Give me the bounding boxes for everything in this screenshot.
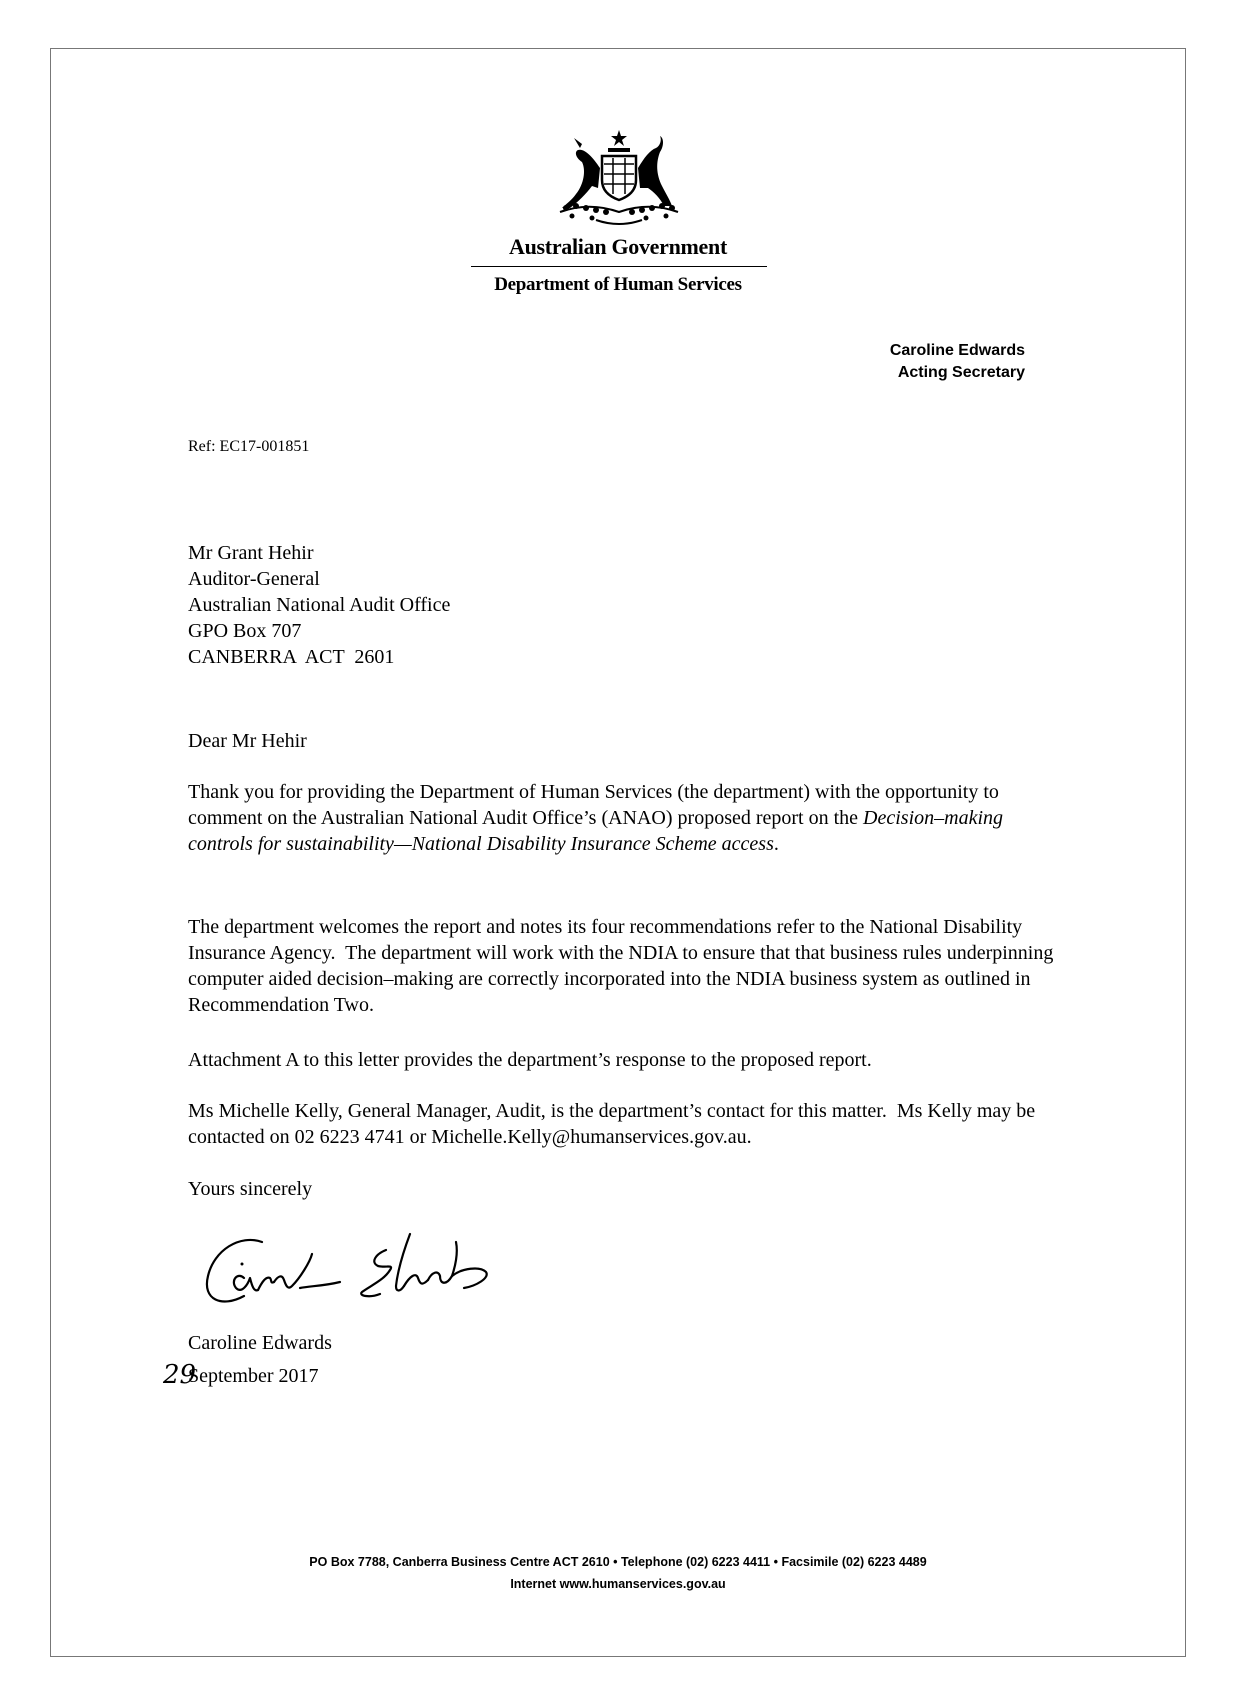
addressee-organisation: Australian National Audit Office <box>188 594 451 616</box>
letterhead-divider <box>471 266 767 267</box>
handwritten-date-day: 29 <box>163 1360 197 1390</box>
letter-date <box>163 1362 319 1389</box>
sender-block <box>890 340 1025 384</box>
sender-name: Caroline Edwards <box>889 342 1025 359</box>
addressee-postal: GPO Box 707 <box>188 620 302 642</box>
paragraph-recommendations: The department welcomes the report and notes its four recommendations refer to the National Disability Insurance Agency. The department will work with the NDIA to ensure that that business rules underpinning computer aided decision–making are correctly incorporated into the NDIA business system as outlined in Recommendation Two. <box>188 916 1059 1016</box>
sender-title: Acting Secretary <box>897 364 1025 381</box>
signer-name: Caroline Edwards <box>188 1332 332 1354</box>
reference-number: Ref: EC17-001851 <box>188 438 310 455</box>
footer-contact-details: PO Box 7788, Canberra Business Centre ACT 2610 • Telephone (02) 6223 4411 • Facsimile (02) 6223 4489 <box>309 1555 927 1569</box>
paragraph-intro-end: . <box>773 833 779 855</box>
salutation: Dear Mr Hehir <box>188 730 307 752</box>
handwritten-signature <box>200 1228 540 1318</box>
date-month-year: September 2017 <box>188 1365 319 1387</box>
paragraph-intro <box>188 779 1068 857</box>
addressee-city: CANBERRA ACT 2601 <box>188 646 395 668</box>
paragraph-contact: Ms Michelle Kelly, General Manager, Audit, is the department’s contact for this matter. Ms Kelly may be contacted on 02 6223 4741 or Michelle.Kelly@humanservices.gov.au. <box>188 1100 1041 1148</box>
paragraph-attachment: Attachment A to this letter provides the department’s response to the proposed report. <box>188 1049 872 1071</box>
coat-of-arms-icon <box>552 128 686 230</box>
addressee-name: Mr Grant Hehir <box>188 542 314 564</box>
paragraph-intro-text: Thank you for providing the Department of Human Services (the department) with the opportunity to comment on the Australian National Audit Office’s (ANAO) proposed report on the <box>188 781 999 829</box>
addressee-position: Auditor-General <box>188 568 320 590</box>
department-name: Department of Human Services <box>494 274 742 295</box>
closing: Yours sincerely <box>188 1178 313 1200</box>
addressee-block <box>188 540 450 670</box>
footer-website: Internet www.humanservices.gov.au <box>510 1577 726 1591</box>
report-title: Decision–making controls for sustainability—National Disability Insurance Scheme access <box>188 807 1004 855</box>
organisation-name: Australian Government <box>509 234 727 259</box>
